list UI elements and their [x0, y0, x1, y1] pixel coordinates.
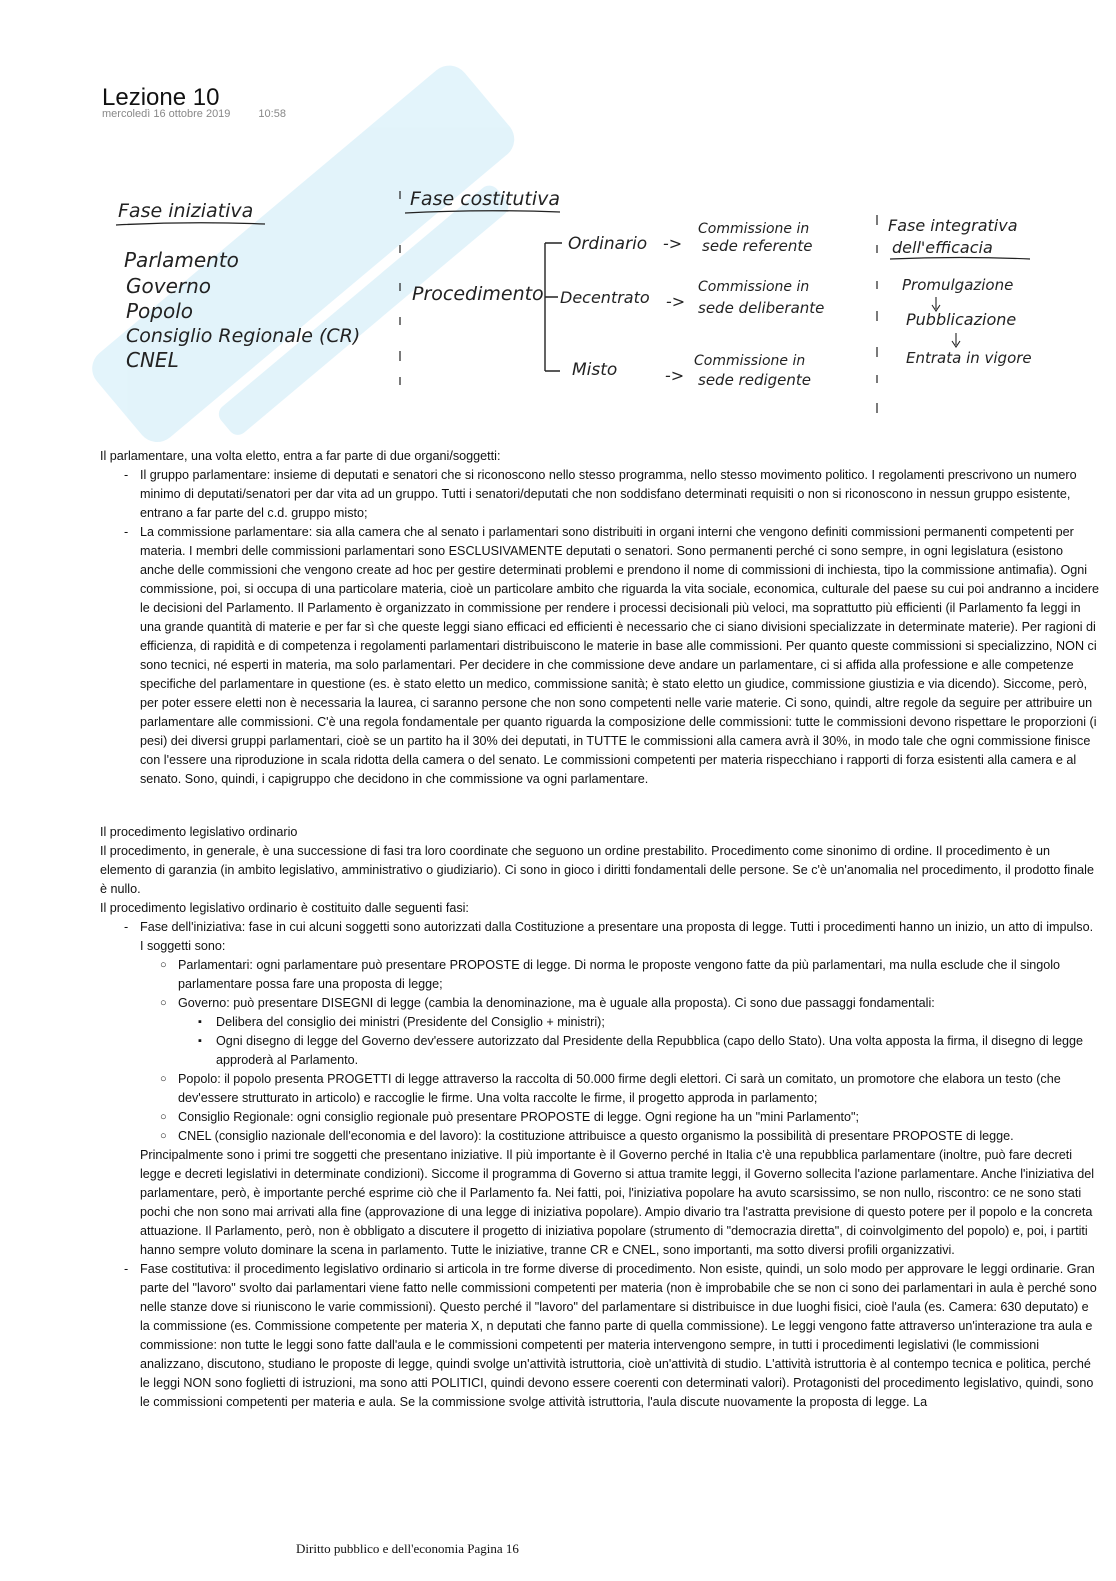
sketch-col3-item: Entrata in vigore [906, 349, 1032, 367]
governo-sub-list [178, 1013, 1100, 1070]
sketch-col3-title: dell'efficacia [892, 238, 993, 257]
arrow-icon: -> [666, 292, 686, 311]
arrow-icon: -> [663, 234, 683, 253]
arrow-icon: -> [665, 366, 685, 385]
sketch-branch-target: sede referente [702, 237, 813, 255]
governo-text: Governo: può presentare DISEGNI di legge (cambia la denominazione, ma è uguale alla proposta). Ci sono due passaggi fondamentali: [178, 996, 935, 1010]
section-title: Il procedimento legislativo ordinario [100, 825, 298, 839]
sketch-col3-title: Fase integrativa [888, 216, 1018, 235]
page-meta [102, 108, 286, 120]
sketch-branch-target: Commissione in [698, 279, 810, 295]
handwritten-diagram [100, 175, 1060, 435]
sketch-branch-name: Ordinario [568, 234, 648, 254]
list-item: ○ Consiglio Regionale: ogni consiglio regionale può presentare PROPOSTE di legge. Ogni regione ha un "mini Parlamento"; [178, 1108, 1100, 1127]
sketch-col3-item: Promulgazione [902, 276, 1014, 294]
sketch-col1-item: CNEL [126, 348, 179, 372]
sketch-col2-root: Procedimento [412, 283, 544, 305]
notes-body [100, 447, 1100, 1412]
sketch-col1-title: Fase iniziativa [118, 200, 254, 222]
sketch-branch-name: Decentrato [560, 288, 650, 307]
list-item: ○ Popolo: il popolo presenta PROGETTI di legge attraverso la raccolta di 50.000 firme degli elettori. Ci sarà un comitato, un promotore che elabora un testo (che dev'essere strutturato in articolo) e raccoglie le firme. Una volta raccolte le firme, il progetto approda in parlamento; [178, 1070, 1100, 1108]
list-item: ▪ Ogni disegno di legge del Governo dev'essere autorizzato dal Presidente della Repubblica (capo dello Stato). Una volta apposta la firma, il disegno di legge approderà al Parlamento. [216, 1032, 1100, 1070]
page-footer: Diritto pubblico e dell'economia Pagina 16 [296, 1541, 519, 1556]
sketch-col1-item: Consiglio Regionale (CR) [126, 325, 361, 347]
sketch-col1-item: Governo [126, 274, 212, 298]
fase-iniziativa-note: Principalmente sono i primi tre soggetti che presentano iniziative. Il più importante è il Governo perché in Italia c'è una repubblica parlamentare (inoltre, può fare decreti legge e decreti legislativi in determinate condizioni). Siccome il programma di Governo si attua tramite leggi, il Governo sollecita l'azione parlamentare. Anche l'iniziativa del parlamentare, però, è importante perché esprime ciò che il Parlamento fa. Nei fatti, poi, l'iniziativa popolare ha avuto scarsissimo, se non nullo, riscontro: ce ne sono stati pochi che non sono mai arrivati alla fine (approvazione di una legge di iniziativa popolare). Ampio divario tra l'astratta previsione di questo potere per il popolo e la concreta attuazione. Il Parlamento, però, non è obbligato a discutere il progetto di iniziativa popolare (strumento di "democrazia diretta", di coinvolgimento del popolo) e, poi, i partiti hanno sempre voluto dominare la scena in parlamento. Tutte le iniziative, tranne CR e CNEL, sono importanti, ma sotto diversi profili organizzativi. [140, 1148, 1095, 1257]
page-title: Lezione 10 [102, 84, 220, 112]
fasi-list [100, 918, 1100, 1412]
fase-iniziativa-text: Fase dell'iniziativa: fase in cui alcuni soggetti sono autorizzati dalla Costituzione a presentare una proposta di legge. Tutti i procedimenti hanno un inizio, un atto di impulso. I soggetti sono: [140, 920, 1094, 953]
sketch-col1-item: Popolo [126, 299, 194, 323]
sketch-branch-target: Commissione in [694, 353, 806, 369]
list-item: - Fase costitutiva: il procedimento legislativo ordinario si articola in tre forme diverse di procedimento. Non esiste, quindi, un solo modo per approvare le leggi ordinarie. Gran parte del "lavoro" svolto dai parlamentari viene fatto nelle commissioni competenti per materia (non è improbabile che se non ci sono dei parlamentari in aula è perché sono nelle stanze dove si riuniscono le varie commissioni). Questo perché il "lavoro" del parlamentare si distribuisce in due luoghi fisici, cioè l'aula (es. Camera: 630 deputato) e la commissione (es. Commissione competente per materia X, n deputati che fanno parte di quella commissione). Le leggi vengono fatte attraverso un'interazione tra aula e commissione: non tutte le leggi sono fatte dall'aula e le commissioni competenti per materia intervengono sempre, in tutti i procedimenti legislativi (le commissioni analizzano, discutono, studiano le proposte di legge, quindi svolge un'attività istruttoria, cioè un'attività di studio. L'attività istruttoria è al contempo tecnica e politica, perché le leggi NON sono foglietti di istruzioni, ma sono atti POLITICI, quindi devono essere coerenti con determinati valori). Protagonisti del procedimento legislativo, quindi, sono le commissioni competenti per materia e aula. Se la commissione svolge attività istruttoria, l'aula discute nuovamente la proposta di legge. La [140, 1260, 1100, 1412]
list-item: ○ Parlamentari: ogni parlamentare può presentare PROPOSTE di legge. Di norma le proposte vengono fatte da più parlamentari, ma nulla esclude che il singolo parlamentare possa fare una proposta di legge; [178, 956, 1100, 994]
soggetti-list [140, 956, 1100, 1146]
sketch-branch-target: Commissione in [698, 221, 810, 237]
sketch-branch-target: sede redigente [698, 371, 812, 389]
sketch-col2-title: Fase costitutiva [410, 188, 561, 210]
list-item [140, 918, 1100, 1260]
list-item: - Il gruppo parlamentare: insieme di deputati e senatori che si riconoscono nello stesso programma, nello stesso movimento politico. I regolamenti prescrivono un numero minimo di deputati/senatori per dar vita ad un gruppo. Tutti i senatori/deputati che non soddisfano determinati requisiti o non si riconoscono in nessun gruppo esistente, entrano a far parte del c.d. gruppo misto; [140, 466, 1100, 523]
sketch-branch-target: sede deliberante [698, 299, 825, 317]
list-item: ▪ Delibera del consiglio dei ministri (Presidente del Consiglio + ministri); [216, 1013, 1100, 1032]
organi-list [100, 466, 1100, 789]
time-label: 10:58 [258, 108, 286, 120]
list-item: ○ CNEL (consiglio nazionale dell'economia e del lavoro): la costituzione attribuisce a questo organismo la possibilità di presentare PROPOSTE di legge. [178, 1127, 1100, 1146]
sketch-col1-item: Parlamento [124, 248, 239, 272]
list-item: - La commissione parlamentare: sia alla camera che al senato i parlamentari sono distribuiti in organi interni che vengono definiti commissioni permanenti competenti per materia. I membri delle commissioni parlamentari sono ESCLUSIVAMENTE deputati o senatori. Sono permanenti perché ci sono sempre, in ogni legislatura (esistono anche delle commissioni che vengono create ad hoc per gestire determinati problemi e prendono il nome di commissioni di inchiesta, tipo la commissione antimafia). Ogni commissione, poi, si occupa di una particolare materia, cioè un particolare ambito che riguarda la vita sociale, economica, culturale del paese su cui poi andranno a incidere le decisioni del Parlamento. Il Parlamento è organizzato in commissione per rendere i processi decisionali più veloci, ma soprattutto più efficienti (il Parlamento fa leggi in una grande quantità di materie e per far sì che queste leggi siano efficaci ed efficienti è necessario che ci siano divisioni specializzate in determinate materie). Per ragioni di efficienza, di rapidità e di competenza i regolamenti parlamentari distribuiscono le materie in base alle commissioni. Per quanto queste commissioni si specializzino, NON ci sono tecnici, né esperti in materia, ma solo parlamentari. Per decidere in che commissione deve andare un parlamentare, ci si affida alla professione e alle competenze specifiche del parlamentare in questione (es. è stato eletto un medico, commissione sanità; è stato eletto un giudice, commissione giustizia e via dicendo). Siccome, però, per poter essere eletti non è necessaria la laurea, ci saranno persone che non sono competenti nelle varie materie. Ci sono, quindi, altre regole da seguire per attribuire un parlamentare alle commissioni. C'è una regola fondamentale per quanto riguarda la composizione delle commissioni: tutte le commissioni devono rispettare le proporzioni (i pesi) dei diversi gruppi parlamentari, cioè se un partito ha il 30% dei deputati, in TUTTE le commissioni alla camera avrà il 30%, in modo tale che ogni commissione finisce con l'essere una riproduzione in scala ridotta della camera o del senato. Le commissioni competenti per materia rispecchiano i rapporti di forza esistenti alla camera e al senato. Sono, quindi, i capigruppo che decidono in che commissione va ogni parlamentare. [140, 523, 1100, 789]
sketch-col3-item: Pubblicazione [906, 310, 1017, 329]
sketch-branch-name: Misto [572, 360, 618, 380]
section-paragraph: Il procedimento legislativo ordinario è costituito dalle seguenti fasi: [100, 901, 469, 915]
intro-paragraph: Il parlamentare, una volta eletto, entra a far parte di due organi/soggetti: [100, 449, 501, 463]
section-paragraph: Il procedimento, in generale, è una successione di fasi tra loro coordinate che seguono un ordine prestabilito. Procedimento come sinonimo di ordine. Il procedimento è un elemento di garanzia (in ambito legislativo, amministrativo o giudiziario). Ci sono in gioco i diritti fondamentali delle persone. Se c'è un'anomalia nel procedimento, il prodotto finale è nullo. [100, 844, 1094, 896]
list-item [178, 994, 1100, 1070]
date-label: mercoledì 16 ottobre 2019 [102, 108, 231, 120]
